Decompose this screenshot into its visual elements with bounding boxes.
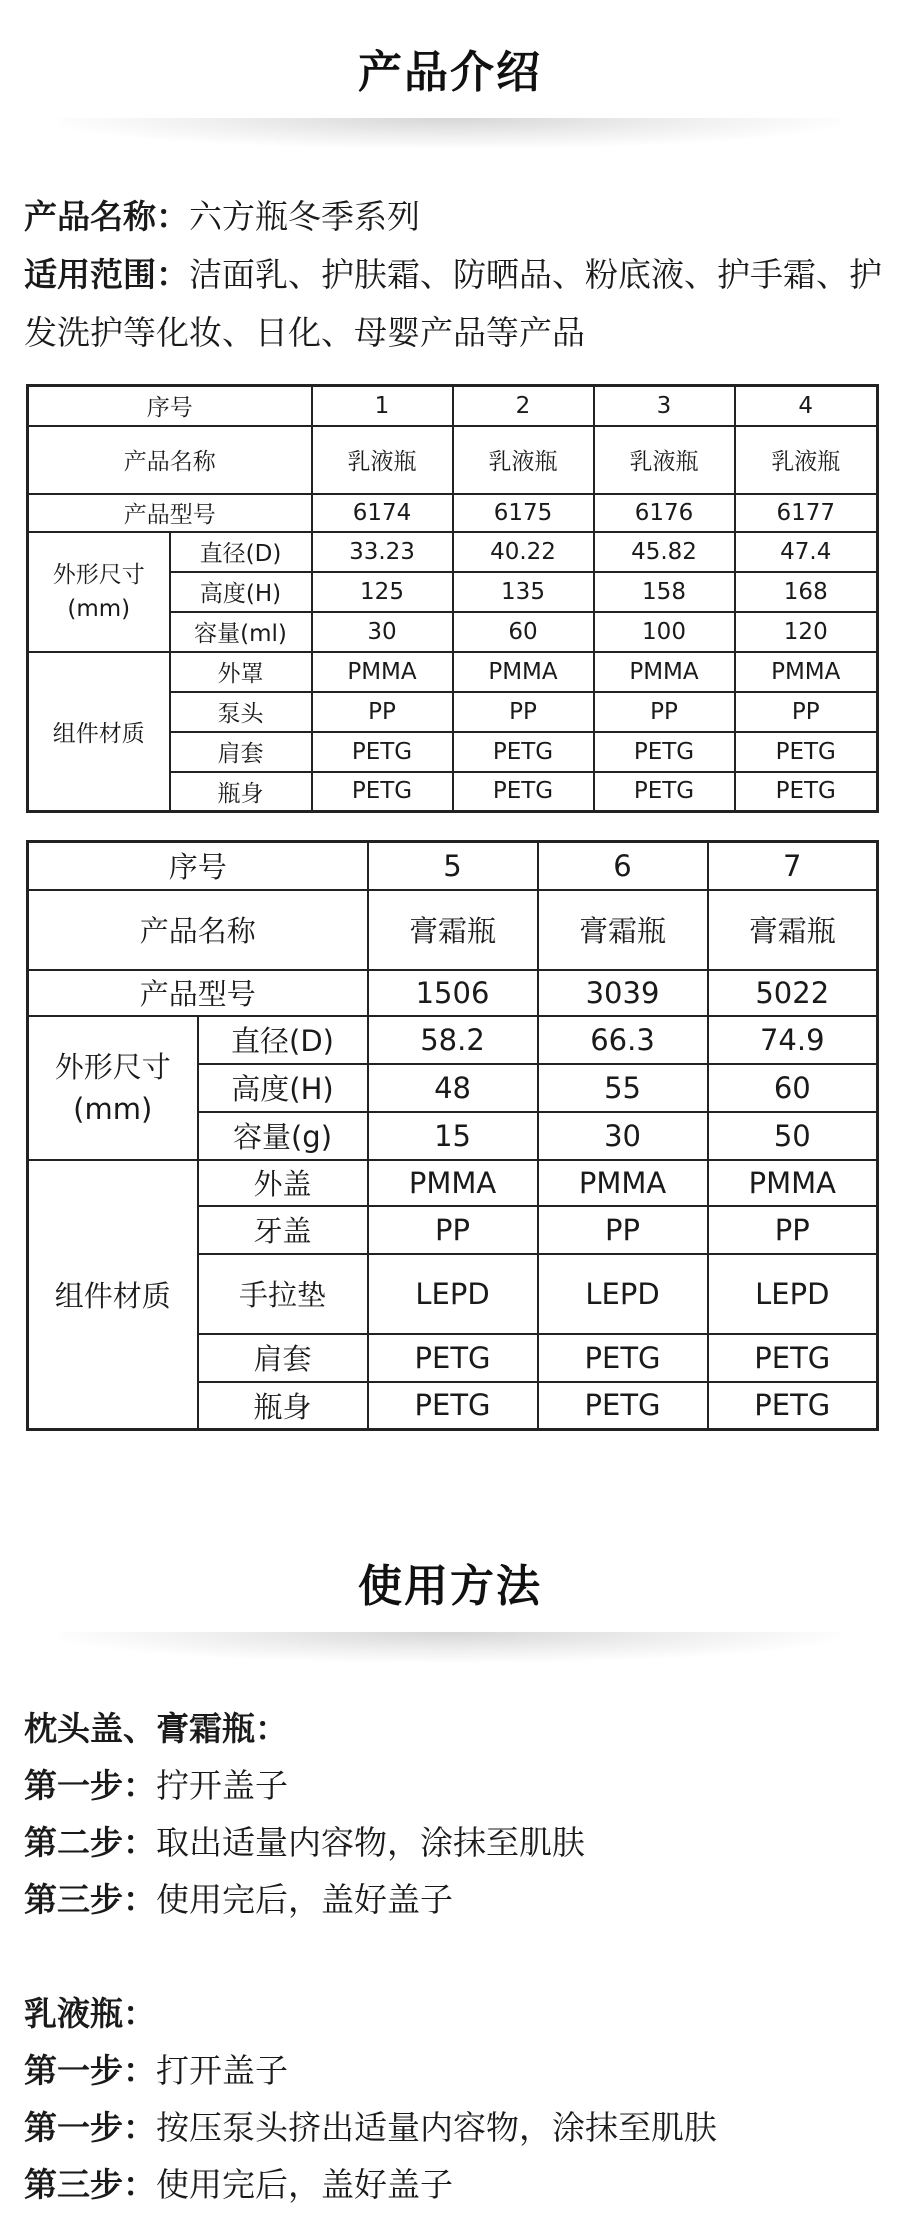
table-cell: 66.3 <box>538 1016 708 1064</box>
table-cell: 3 <box>594 386 735 426</box>
usage-step <box>24 1757 884 1814</box>
table-cell: PETG <box>312 732 453 772</box>
product-name-header: 产品名称 <box>28 426 312 494</box>
table-cell: 47.4 <box>735 532 878 572</box>
table-cell: 乳液瓶 <box>453 426 594 494</box>
product-scope-line <box>24 246 884 362</box>
row-label: 瓶身 <box>198 1382 368 1430</box>
table-cell: 5 <box>368 842 538 890</box>
step-text: 打开盖子 <box>156 2051 288 2090</box>
table-cell: PP <box>368 1206 538 1254</box>
product-name-value: 六方瓶冬季系列 <box>189 197 420 236</box>
table-cell: 1506 <box>368 970 538 1016</box>
table-cell: 6 <box>538 842 708 890</box>
table-row <box>28 426 878 494</box>
product-scope-value: 洁面乳、护肤霜、防晒品、粉底液、护手霜、护发洗护等化妆、日化、母婴产品等产品 <box>24 255 882 352</box>
row-label: 容量(g) <box>198 1112 368 1160</box>
table-cell: LEPD <box>368 1254 538 1334</box>
row-label: 肩套 <box>170 732 312 772</box>
usage-step <box>24 1871 884 1928</box>
table-cell: 5022 <box>708 970 878 1016</box>
table-row <box>28 532 878 572</box>
table-cell: 125 <box>312 572 453 612</box>
usage-instructions <box>24 1700 884 2213</box>
material-header: 组件材质 <box>28 1160 198 1430</box>
table-cell: 3039 <box>538 970 708 1016</box>
table-cell: 48 <box>368 1064 538 1112</box>
table-cell: 55 <box>538 1064 708 1112</box>
table-cell: PP <box>735 692 878 732</box>
table-cell: 6177 <box>735 494 878 532</box>
table-cell: PETG <box>708 1334 878 1382</box>
row-label: 牙盖 <box>198 1206 368 1254</box>
table-cell: PETG <box>538 1382 708 1430</box>
step-text: 取出适量内容物，涂抹至肌肤 <box>156 1823 585 1862</box>
table-cell: 30 <box>538 1112 708 1160</box>
usage-group-heading: 枕头盖、膏霜瓶： <box>24 1709 288 1748</box>
model-header: 产品型号 <box>28 494 312 532</box>
table-cell: PP <box>594 692 735 732</box>
model-header: 产品型号 <box>28 970 368 1016</box>
table-row <box>28 842 878 890</box>
table-cell: 4 <box>735 386 878 426</box>
table-cell: LEPD <box>538 1254 708 1334</box>
step-label: 第二步： <box>24 1823 156 1862</box>
table-cell: 7 <box>708 842 878 890</box>
table-cell: 6176 <box>594 494 735 532</box>
table-cell: PMMA <box>312 652 453 692</box>
seq-header: 序号 <box>28 386 312 426</box>
table-cell: 2 <box>453 386 594 426</box>
table-cell: 30 <box>312 612 453 652</box>
product-name-label: 产品名称： <box>24 197 189 236</box>
table-cell: PMMA <box>708 1160 878 1206</box>
table-cell: PETG <box>368 1382 538 1430</box>
table-cell: PMMA <box>453 652 594 692</box>
intro-title: 产品介绍 <box>358 47 542 98</box>
table-cell: PETG <box>735 732 878 772</box>
usage-title-divider <box>60 1632 840 1662</box>
table-cell: 120 <box>735 612 878 652</box>
step-label: 第一步： <box>24 1766 156 1805</box>
row-label: 高度(H) <box>198 1064 368 1112</box>
row-label: 容量(ml) <box>170 612 312 652</box>
intro-title-divider <box>60 118 840 148</box>
step-label: 第一步： <box>24 2108 156 2147</box>
table-cell: 45.82 <box>594 532 735 572</box>
table-cell: PP <box>708 1206 878 1254</box>
usage-step <box>24 1814 884 1871</box>
step-label: 第一步： <box>24 2051 156 2090</box>
step-text: 按压泵头挤出适量内容物，涂抹至肌肤 <box>156 2108 717 2147</box>
table-cell: 158 <box>594 572 735 612</box>
table-cell: PP <box>312 692 453 732</box>
table-cell: PETG <box>368 1334 538 1382</box>
table-cell: 58.2 <box>368 1016 538 1064</box>
table-cell: 6175 <box>453 494 594 532</box>
table-cell: 74.9 <box>708 1016 878 1064</box>
table-cell: PETG <box>594 772 735 812</box>
size-header: 外形尺寸(mm) <box>28 1016 198 1160</box>
table-cell: 15 <box>368 1112 538 1160</box>
table-row <box>28 890 878 970</box>
table-cell: 168 <box>735 572 878 612</box>
table-row <box>28 386 878 426</box>
spec-table-lotion <box>26 384 879 813</box>
size-header: 外形尺寸(mm) <box>28 532 170 652</box>
table-cell: PMMA <box>594 652 735 692</box>
table-cell: 6174 <box>312 494 453 532</box>
step-text: 使用完后，盖好盖子 <box>156 2165 453 2204</box>
table-cell: 乳液瓶 <box>312 426 453 494</box>
table-cell: PETG <box>708 1382 878 1430</box>
table-row <box>28 1016 878 1064</box>
table-cell: 乳液瓶 <box>594 426 735 494</box>
table-cell: 60 <box>708 1064 878 1112</box>
table-cell: PETG <box>594 732 735 772</box>
table-cell: PETG <box>538 1334 708 1382</box>
row-label: 直径(D) <box>198 1016 368 1064</box>
table-row <box>28 494 878 532</box>
usage-spacer <box>24 1928 884 1985</box>
product-scope-label: 适用范围： <box>24 255 189 294</box>
row-label: 高度(H) <box>170 572 312 612</box>
spec-table-cream <box>26 840 879 1431</box>
usage-group-heading: 乳液瓶： <box>24 1994 156 2033</box>
usage-step <box>24 2042 884 2099</box>
table-cell: PMMA <box>538 1160 708 1206</box>
table-row <box>28 652 878 692</box>
product-name-line <box>24 188 884 246</box>
table-cell: 33.23 <box>312 532 453 572</box>
product-info <box>24 188 884 362</box>
material-header: 组件材质 <box>28 652 170 812</box>
row-label: 泵头 <box>170 692 312 732</box>
table-cell: PETG <box>453 732 594 772</box>
table-cell: 135 <box>453 572 594 612</box>
seq-header: 序号 <box>28 842 368 890</box>
row-label: 外盖 <box>198 1160 368 1206</box>
product-name-header: 产品名称 <box>28 890 368 970</box>
usage-step <box>24 2099 884 2156</box>
table-cell: 膏霜瓶 <box>368 890 538 970</box>
table-cell: 60 <box>453 612 594 652</box>
row-label: 外罩 <box>170 652 312 692</box>
step-label: 第三步： <box>24 2165 156 2204</box>
table-cell: PP <box>538 1206 708 1254</box>
table-row <box>28 970 878 1016</box>
step-text: 拧开盖子 <box>156 1766 288 1805</box>
table-cell: LEPD <box>708 1254 878 1334</box>
table-cell: 乳液瓶 <box>735 426 878 494</box>
table-cell: 100 <box>594 612 735 652</box>
row-label: 瓶身 <box>170 772 312 812</box>
table-cell: 膏霜瓶 <box>708 890 878 970</box>
table-cell: 1 <box>312 386 453 426</box>
step-label: 第三步： <box>24 1880 156 1919</box>
usage-title: 使用方法 <box>358 1561 542 1612</box>
step-text: 使用完后，盖好盖子 <box>156 1880 453 1919</box>
table-cell: 50 <box>708 1112 878 1160</box>
table-cell: PETG <box>735 772 878 812</box>
table-cell: PP <box>453 692 594 732</box>
row-label: 手拉垫 <box>198 1254 368 1334</box>
usage-step <box>24 2156 884 2213</box>
table-cell: PMMA <box>735 652 878 692</box>
table-row <box>28 1160 878 1206</box>
table-cell: PETG <box>453 772 594 812</box>
table-cell: PMMA <box>368 1160 538 1206</box>
table-cell: 膏霜瓶 <box>538 890 708 970</box>
row-label: 肩套 <box>198 1334 368 1382</box>
table-cell: 40.22 <box>453 532 594 572</box>
table-cell: PETG <box>312 772 453 812</box>
row-label: 直径(D) <box>170 532 312 572</box>
